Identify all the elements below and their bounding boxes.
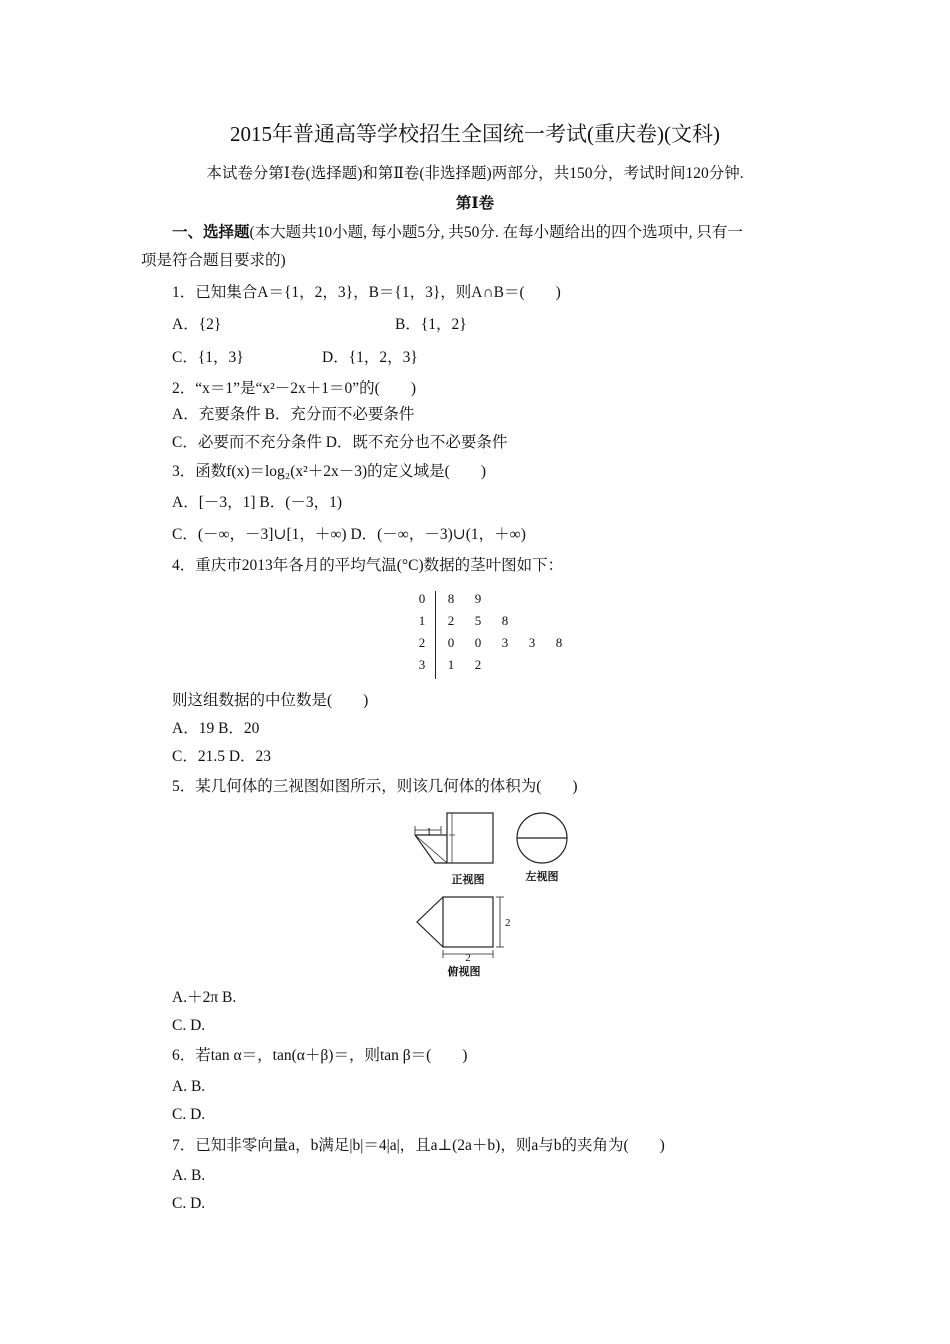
q4-options-cd: C．21.5 D．23 — [172, 748, 272, 765]
q5-stem: 5．某几何体的三视图如图所示，则该几何体的体积为( ) — [172, 778, 578, 795]
front-view-label: 正视图 — [451, 874, 485, 886]
q5-options-cd: C. D. — [172, 1017, 206, 1034]
dim-label-2-width: 2 — [465, 952, 471, 964]
q6-stem: 6．若tan α＝，tan(α＋β)＝，则tan β＝( ) — [172, 1047, 468, 1064]
top-view-square — [443, 897, 493, 947]
dim-label-2-height: 2 — [505, 917, 511, 929]
stem-value: 2 — [418, 635, 426, 650]
q3-options-cd: C．(－∞，－3]∪[1，＋∞) D．(－∞，－3)∪(1，＋∞) — [172, 526, 526, 543]
section-head: 一、选择题 — [172, 224, 250, 241]
leaf-value: 8 — [501, 613, 509, 628]
stem-divider — [435, 591, 436, 679]
q7-options-cd: C. D. — [172, 1195, 206, 1212]
section-intro — [172, 223, 743, 243]
q4-options-ab: A．19 B．20 — [172, 720, 260, 737]
q4-stem: 4．重庆市2013年各月的平均气温(°C)数据的茎叶图如下： — [172, 557, 564, 574]
stem-value: 3 — [418, 657, 426, 672]
stem-leaf-plot — [405, 589, 585, 681]
q4-question: 则这组数据的中位数是( ) — [172, 692, 369, 709]
top-view-label: 俯视图 — [447, 966, 481, 978]
section-text-1: (本大题共10小题, 每小题5分, 共50分. 在每小题给出的四个选项中, 只有一 — [249, 224, 743, 241]
q1-option-d: D．{1，2，3} — [322, 349, 418, 366]
three-view-figure — [405, 805, 585, 980]
leaf-value: 2 — [447, 613, 455, 628]
q3-stem: 3．函数f(x)＝log₂(x²＋2x－3)的定义域是( ) — [172, 463, 486, 480]
q6-options-ab: A. B. — [172, 1078, 206, 1095]
leaf-value: 1 — [447, 657, 455, 672]
leaf-value: 2 — [474, 657, 482, 672]
q3-options-ab: A．[－3，1] B．(－3，1) — [172, 494, 343, 511]
q6-options-cd: C. D. — [172, 1106, 206, 1123]
exam-intro: 本试卷分第Ⅰ卷(选择题)和第Ⅱ卷(非选择题)两部分，共150分，考试时间120分钟. — [206, 165, 744, 182]
top-view-triangle — [417, 897, 443, 947]
stem-value: 0 — [418, 591, 426, 606]
q7-stem: 7．已知非零向量a，b满足|b|＝4|a|，且a⊥(2a＋b)，则a与b的夹角为( ) — [172, 1137, 665, 1154]
part-heading: 第Ⅰ卷 — [455, 195, 495, 212]
front-view-square — [447, 813, 493, 863]
q1-option-c: C．{1，3} — [172, 349, 244, 366]
exam-title: 2015年普通高等学校招生全国统一考试(重庆卷)(文科) — [230, 122, 720, 146]
q1-option-b: B．{1，2} — [395, 316, 467, 333]
q1-stem: 1．已知集合A＝{1，2，3}，B＝{1，3}，则A∩B＝( ) — [172, 284, 561, 301]
q2-options-cd: C．必要而不充分条件 D．既不充分也不必要条件 — [172, 434, 508, 451]
dim-label-1: 1 — [426, 826, 432, 838]
q2-stem: 2．“x＝1”是“x²－2x＋1＝0”的( ) — [172, 380, 416, 397]
side-view-label: 左视图 — [525, 871, 559, 883]
stem-value: 1 — [418, 613, 426, 628]
leaf-value: 9 — [474, 591, 482, 606]
leaf-value: 3 — [501, 635, 509, 650]
leaf-value: 8 — [555, 635, 563, 650]
leaf-value: 5 — [474, 613, 482, 628]
leaf-value: 0 — [474, 635, 482, 650]
leaf-value: 3 — [528, 635, 536, 650]
q2-options-ab: A．充要条件 B．充分而不必要条件 — [172, 406, 415, 423]
section-text-2: 项是符合题目要求的) — [141, 252, 286, 269]
leaf-value: 8 — [447, 591, 455, 606]
q5-options-ab: A.＋2π B. — [172, 989, 237, 1006]
q7-options-ab: A. B. — [172, 1167, 206, 1184]
q1-option-a: A．{2} — [172, 316, 222, 333]
leaf-value: 0 — [447, 635, 455, 650]
